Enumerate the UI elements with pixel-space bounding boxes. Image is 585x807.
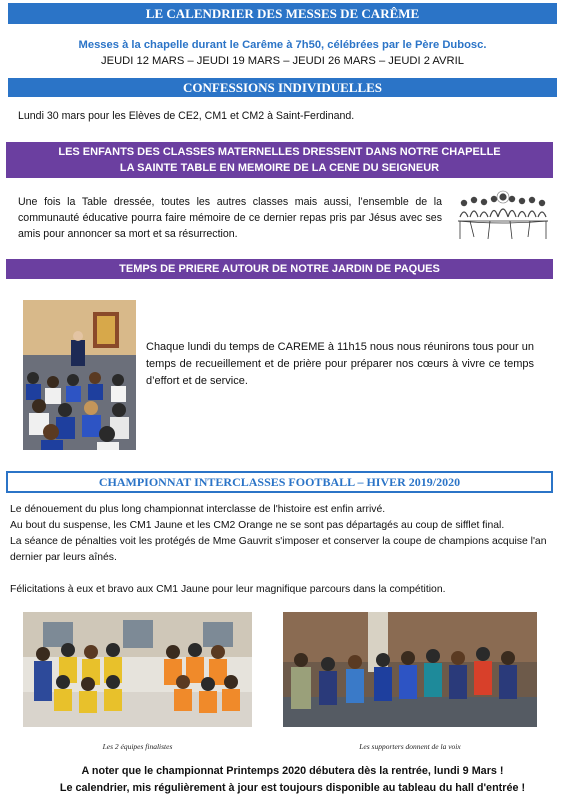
section-header-messes-title: LE CALENDRIER DES MESSES DE CARÊME <box>145 6 420 21</box>
masses-schedule <box>8 37 557 70</box>
football-paragraph-3: La séance de pénalties voit les protégés de Mme Gauvrit s'imposer et conserver la coupe de champions acquise l'an dernier par leurs aînés. <box>10 536 547 563</box>
finalists-caption: Les 2 équipes finalistes <box>102 742 173 751</box>
section-header-sainte-table-line1: LES ENFANTS DES CLASSES MATERNELLES DRESSENT DANS NOTRE CHAPELLE <box>58 146 501 158</box>
section-header-priere-title: TEMPS DE PRIERE AUTOUR DE NOTRE JARDIN DE PAQUES <box>119 263 440 275</box>
football-paragraph-1: Le dénouement du plus long championnat interclasse de l'histoire est enfin arrivé. <box>10 504 386 515</box>
finalists-photo <box>23 612 252 727</box>
section-header-football-title: CHAMPIONNAT INTERCLASSES FOOTBALL – HIVER 2019/2020 <box>98 475 461 489</box>
footer-line1: A noter que le championnat Printemps 2020 débutera dès la rentrée, lundi 9 Mars ! <box>81 765 504 777</box>
last-supper-illustration <box>450 187 555 245</box>
prayer-photo <box>23 300 136 450</box>
section-header-messes <box>8 3 557 24</box>
section-header-priere <box>6 259 553 279</box>
masses-line1: Messes à la chapelle durant le Carême à 7h50, célébrées par le Père Dubosc. <box>78 39 487 51</box>
sainte-table-text: Une fois la Table dressée, toutes les autres classes mais aussi, l’ensemble de la communauté éducative pourra faire mémoire de ce dernier repas pris par Jésus avec ses amis pour annoncer sa mort et sa résurrection. <box>18 196 442 240</box>
supporters-photo <box>283 612 537 727</box>
section-header-confessions <box>8 78 557 97</box>
section-header-sainte-table-line2: LA SAINTE TABLE EN MEMOIRE DE LA CENE DU SEIGNEUR <box>119 162 440 174</box>
masses-dates: JEUDI 12 MARS – JEUDI 19 MARS – JEUDI 26 MARS – JEUDI 2 AVRIL <box>101 55 464 67</box>
prayer-text: Chaque lundi du temps de CAREME à 11h15 nous nous réunirons tous pour un temps de recueillement et de prière pour préparer nos cœurs à vivre ce temps d’effort et de service. <box>146 341 534 387</box>
section-header-football <box>6 471 553 493</box>
confessions-text: Lundi 30 mars pour les Elèves de CE2, CM1 et CM2 à Saint-Ferdinand. <box>18 110 355 122</box>
football-text <box>10 502 550 598</box>
supporters-caption: Les supporters donnent de la voix <box>359 742 461 751</box>
football-paragraph-4: Félicitations à eux et bravo aux CM1 Jaune pour leur magnifique parcours dans la compétition. <box>10 584 446 595</box>
footer-notice <box>6 763 579 797</box>
footer-line2: Le calendrier, mis régulièrement à jour est toujours disponible au tableau du hall d'entrée ! <box>59 782 526 794</box>
section-header-confessions-title: CONFESSIONS INDIVIDUELLES <box>182 80 383 95</box>
section-header-sainte-table <box>6 142 553 178</box>
football-paragraph-2: Au bout du suspense, les CM1 Jaune et les CM2 Orange ne se sont pas départagés au coup de sifflet final. <box>10 520 505 531</box>
